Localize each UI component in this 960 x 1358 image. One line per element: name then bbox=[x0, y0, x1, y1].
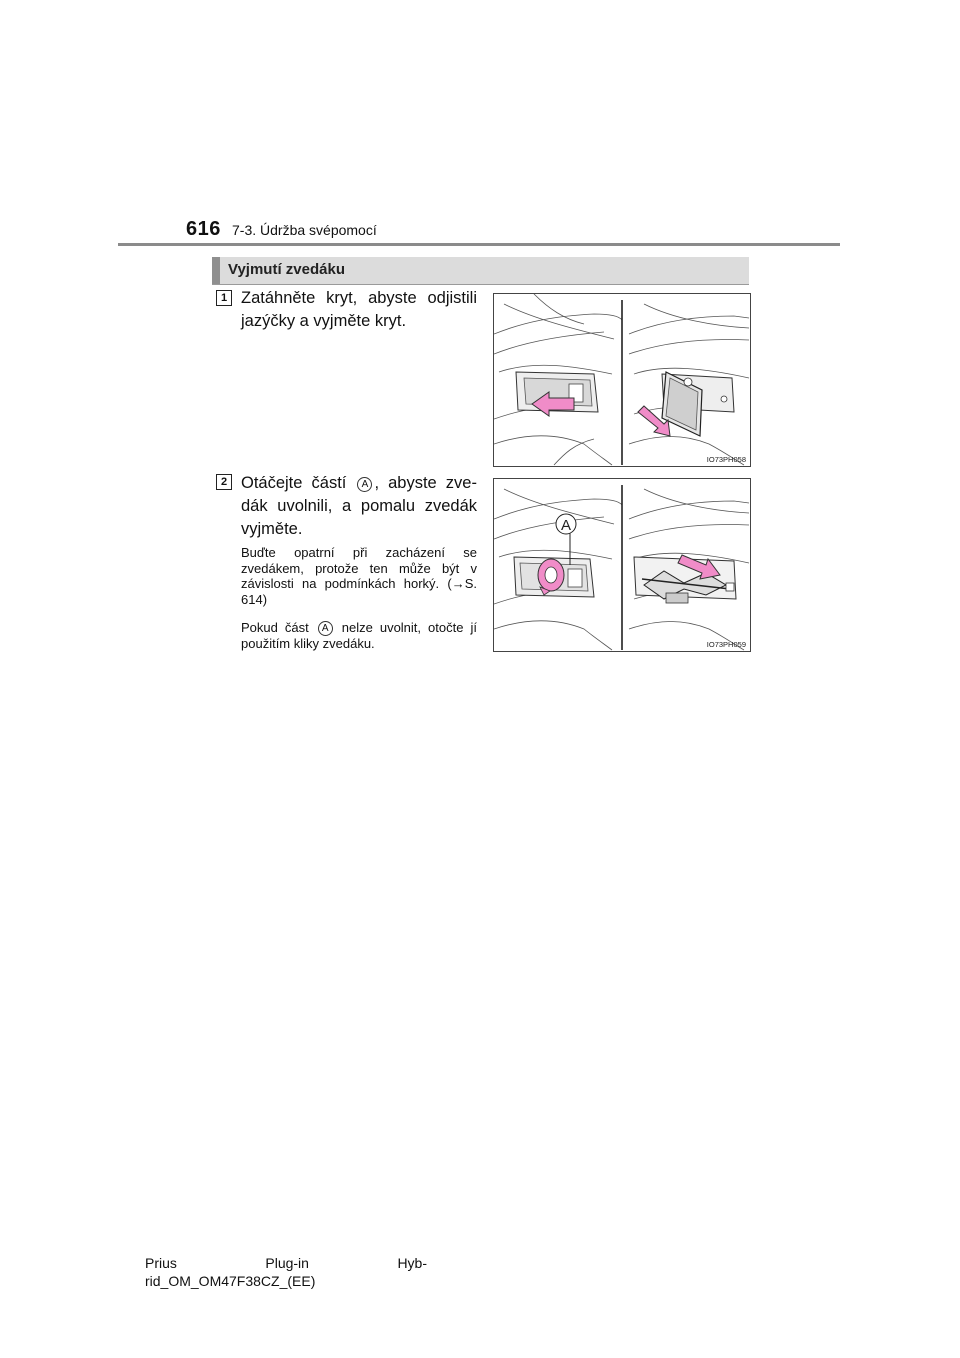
cover-removal-drawing bbox=[494, 294, 750, 466]
step-2-number: 2 bbox=[216, 474, 232, 490]
jack-removal-drawing bbox=[494, 479, 750, 651]
header-divider bbox=[118, 243, 840, 246]
step-2-tip-note bbox=[241, 620, 477, 652]
footer-model-name: Prius bbox=[145, 1255, 177, 1271]
page-number: 616 bbox=[186, 218, 221, 240]
section-title: Vyjmutí zvedáku bbox=[228, 261, 345, 278]
section-reference: 7-3. Údržba svépomocí bbox=[232, 222, 377, 238]
part-a-marker-note: A bbox=[318, 621, 333, 636]
figure-part-a-label: A bbox=[560, 517, 572, 534]
figure-2-code: IO73PH059 bbox=[706, 640, 746, 649]
footer-model-variant: Plug-in bbox=[265, 1255, 309, 1271]
footer-manual-id bbox=[145, 1254, 427, 1290]
section-underline bbox=[212, 284, 749, 285]
step-1-number: 1 bbox=[216, 290, 232, 306]
footer-line-1 bbox=[145, 1254, 427, 1272]
part-a-marker: A bbox=[357, 477, 372, 492]
step-1-text: Zatáhněte kryt, abyste odjistili jazýčky a vyjměte kryt. bbox=[241, 289, 477, 330]
figure-1-code: IO73PH058 bbox=[706, 455, 746, 464]
step-1-illustration bbox=[493, 293, 751, 467]
step-2-illustration bbox=[493, 478, 751, 652]
step-2-caution-note: Buďte opatrní při zacházení se zvedákem, protože ten může být v závislosti na podmínkách horký. (→S. 614) bbox=[241, 545, 477, 607]
step-2-text bbox=[241, 472, 477, 541]
section-heading-bar bbox=[212, 257, 749, 284]
step-2-note-after: nelze uvolnit, otočte jí použitím kliky zvedáku. bbox=[241, 620, 477, 651]
footer-model-type: Hyb- bbox=[397, 1255, 427, 1271]
step-2-text-after: , abyste zve-dák uvolnili, a pomalu zvedák vyjměte. bbox=[241, 474, 477, 538]
step-2-text-before: Otáčejte částí bbox=[241, 474, 347, 492]
step-2-note-before: Pokud část bbox=[241, 620, 309, 635]
section-heading-edge bbox=[212, 257, 220, 284]
footer-line-2: rid_OM_OM47F38CZ_(EE) bbox=[145, 1273, 316, 1289]
